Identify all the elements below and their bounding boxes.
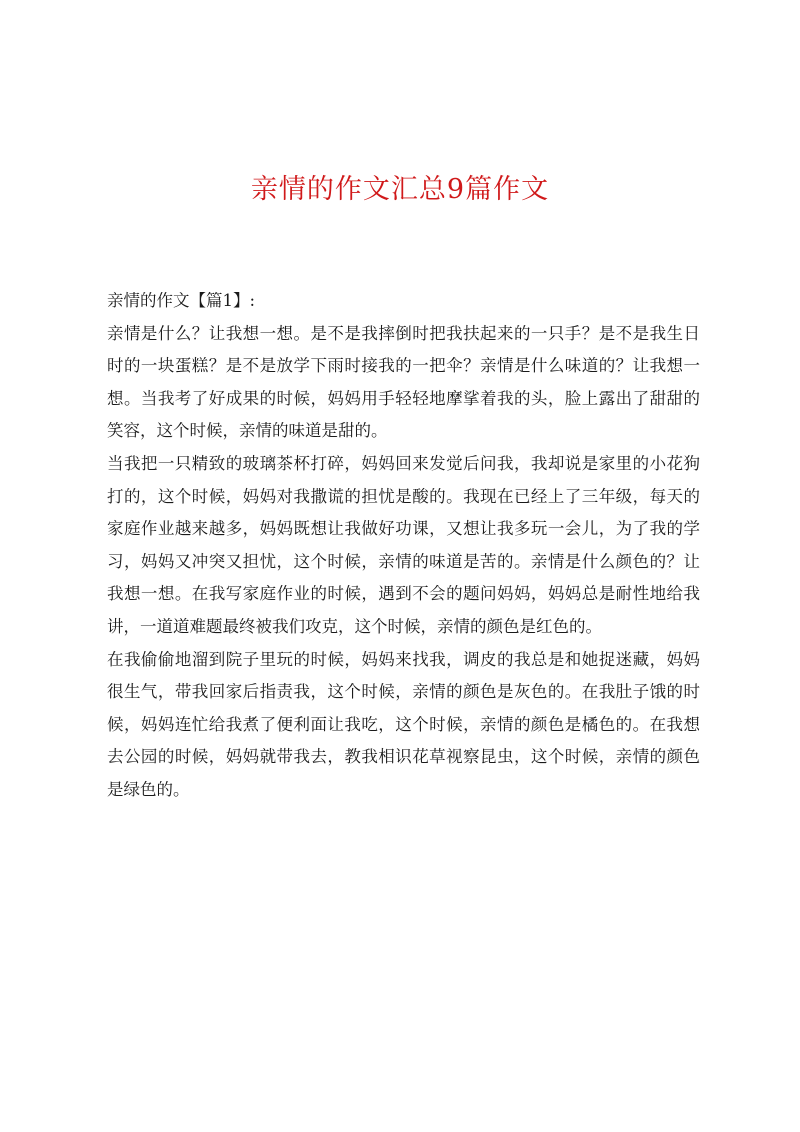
document-title: 亲情的作文汇总9篇作文 xyxy=(250,174,550,205)
paragraph: 当我把一只精致的玻璃茶杯打碎，妈妈回来发觉后问我，我却说是家里的小花狗打的，这个时候，妈妈对我撒谎的担忧是酸的。我现在已经上了三年级，每天的家庭作业越来越多，妈妈既想让我做好功课，又想让我多玩一会儿，为了我的学习，妈妈又冲突又担忧，这个时候，亲情的味道是苦的。亲情是什么颜色的？让我想一想。在我写家庭作业的时候，遇到不会的题问妈妈，妈妈总是耐性地给我讲，一道道难题最终被我们攻克，这个时候，亲情的颜色是红色的。 xyxy=(107,453,700,636)
paragraph: 在我偷偷地溜到院子里玩的时候，妈妈来找我，调皮的我总是和她捉迷藏，妈妈很生气，带我回家后指责我，这个时候，亲情的颜色是灰色的。在我肚子饿的时候，妈妈连忙给我煮了便利面让我吃，这个时候，亲情的颜色是橘色的。在我想去公园的时候，妈妈就带我去，教我相识花草视察昆虫，这个时候，亲情的颜色是绿色的。 xyxy=(107,649,700,799)
document-body xyxy=(107,285,700,807)
paragraph: 亲情是什么？让我想一想。是不是我摔倒时把我扶起来的一只手？是不是我生日时的一块蛋糕？是不是放学下雨时接我的一把伞？亲情是什么味道的？让我想一想。当我考了好成果的时候，妈妈用手轻轻地摩挲着我的头，脸上露出了甜甜的笑容，这个时候，亲情的味道是甜的。 xyxy=(107,323,700,441)
section-heading: 亲情的作文【篇1】: xyxy=(107,291,256,310)
